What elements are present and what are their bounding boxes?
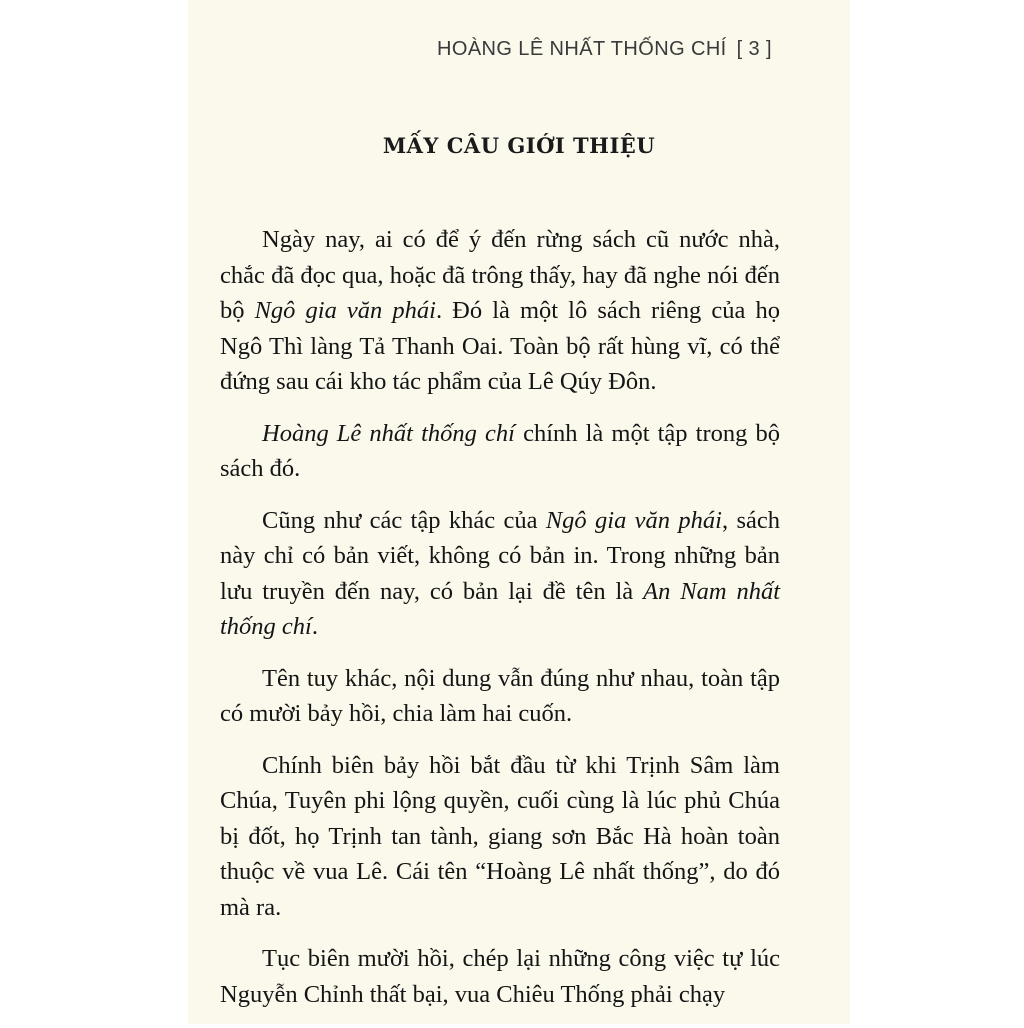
text-run: Ngày nay, ai có để ý đến rừng sách cũ nước nhà, chắc đã đọc qua, hoặc đã trông thấy, hay đã nghe nói đến bộ [220, 226, 780, 324]
paragraph [220, 661, 780, 732]
text-run: , sách này chỉ có bản viết, không có bản in. Trong những bản lưu truyền đến nay, có bản lại đề tên là [220, 506, 780, 605]
text-run: . Đó là một lô sách riêng của họ Ngô Thì làng Tả Thanh Oai. Toàn bộ rất hùng vĩ, có thể đứng sau cái kho tác phẩm của Lê Qúy Đôn. [220, 297, 780, 395]
italic-text: Ngô gia văn phái [254, 297, 436, 324]
paragraph [220, 503, 780, 645]
paragraph [220, 748, 780, 926]
italic-text: An Nam nhất thống chí [220, 577, 780, 640]
italic-text: Ngô gia văn phái [545, 506, 722, 534]
running-title: HOÀNG LÊ NHẤT THỐNG CHÍ [437, 38, 727, 60]
text-run: chính là một tập trong bộ sách đó. [220, 419, 781, 482]
paragraph [220, 416, 780, 487]
paragraph [220, 941, 780, 1012]
book-page [188, 0, 850, 1024]
text-run: . [311, 613, 318, 640]
body-text [220, 222, 780, 1028]
page-number: [ 3 ] [736, 38, 772, 60]
text-run: Tục biên mười hồi, chép lại những công việc tự lúc Nguyễn Chỉnh thất bại, vua Chiêu Thống phải chạy [220, 945, 780, 1008]
chapter-title: MẤY CÂU GIỚI THIỆU [382, 133, 656, 158]
running-header [437, 38, 772, 61]
text-run: Tên tuy khác, nội dung vẫn đúng như nhau, toàn tập có mười bảy hồi, chia làm hai cuốn. [220, 664, 780, 727]
text-run: Cũng như các tập khác của [262, 506, 546, 534]
text-run: Chính biên bảy hồi bắt đầu từ khi Trịnh Sâm làm Chúa, Tuyên phi lộng quyền, cuối cùng là lúc phủ Chúa bị đốt, họ Trịnh tan tành, giang sơn Bắc Hà hoàn toàn thuộc về vua Lê. Cái tên “Hoàng Lê nhất thống”, do đó mà ra. [220, 751, 780, 921]
italic-text: Hoàng Lê nhất thống chí [262, 419, 515, 447]
paragraph [220, 222, 780, 400]
